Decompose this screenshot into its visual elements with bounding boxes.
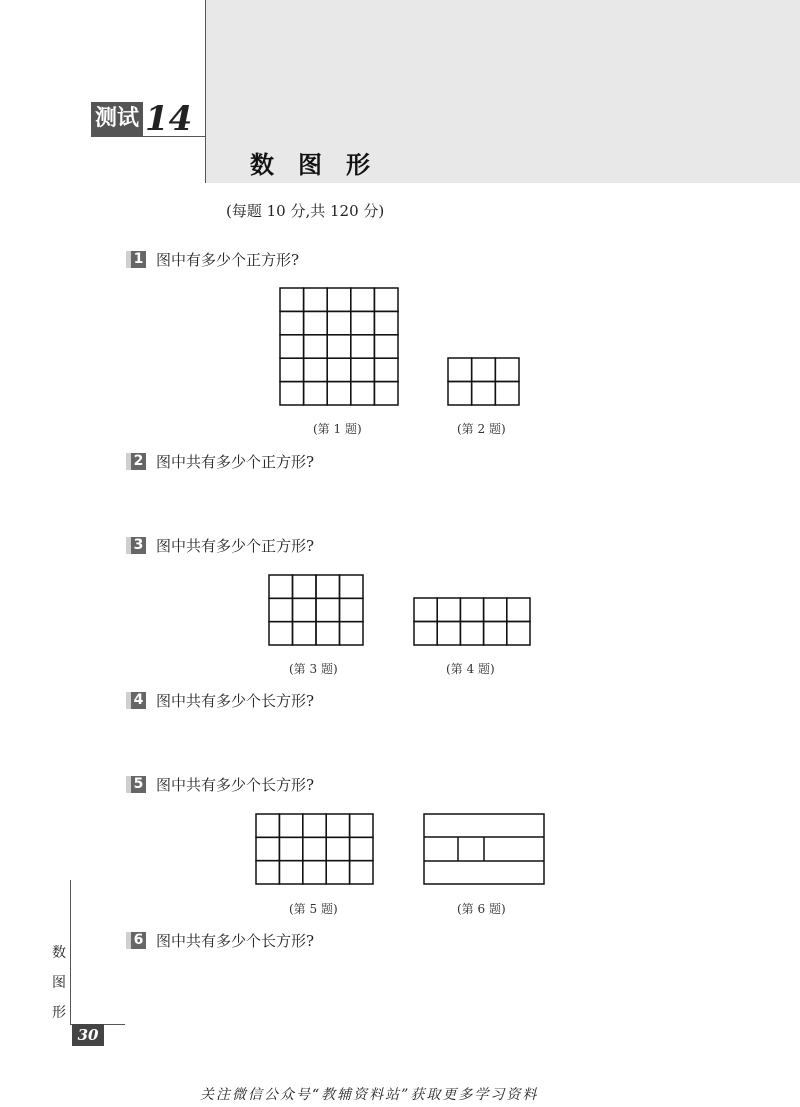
grid-cell [414, 598, 437, 622]
figure-1-grid [280, 288, 398, 405]
question-number-badge: 5 [126, 776, 146, 793]
figure-4-caption: (第 4 题) [446, 662, 495, 676]
grid-cell [280, 358, 304, 381]
grid-cell [327, 288, 351, 311]
grid-cell [303, 861, 326, 884]
figure-2-grid [448, 358, 519, 405]
page-title: 数图形 [250, 151, 394, 179]
question-3 [126, 535, 314, 555]
test-label [91, 99, 193, 139]
grid-cell [279, 837, 302, 860]
grid-cell [507, 598, 530, 622]
grid-cell [316, 575, 340, 598]
grid-cell [448, 382, 472, 406]
question-text: 图中共有多少个正方形? [156, 536, 315, 555]
grid-cell [350, 814, 373, 837]
test-number: 14 [145, 99, 193, 139]
question-1 [126, 249, 299, 269]
grid-cell [279, 814, 302, 837]
grid-cell [326, 814, 349, 837]
figure-3-grid [269, 575, 363, 645]
grid-cell [351, 311, 375, 334]
grid-cell [280, 311, 304, 334]
question-number-badge: 6 [126, 932, 146, 949]
test-label-text: 测试 [91, 102, 143, 136]
figure-3-caption: (第 3 题) [289, 662, 338, 676]
grid-cell [269, 622, 293, 645]
grid-cell [327, 335, 351, 358]
grid-cell [374, 288, 398, 311]
grid-cell [293, 575, 317, 598]
question-text: 图中共有多少个长方形? [156, 691, 315, 710]
grid-cell [351, 335, 375, 358]
grid-cell [495, 358, 519, 382]
grid-cell [460, 598, 483, 622]
header-rule [91, 136, 205, 137]
question-number-badge: 3 [126, 537, 146, 554]
grid-cell [293, 598, 317, 621]
grid-cell [256, 861, 279, 884]
figure-6-diagram [424, 814, 544, 884]
question-number-badge: 4 [126, 692, 146, 709]
grid-cell [304, 382, 328, 405]
grid-cell [304, 311, 328, 334]
grid-cell [351, 382, 375, 405]
grid-cell [351, 288, 375, 311]
grid-cell [340, 575, 364, 598]
grid-cell [303, 814, 326, 837]
grid-cell [280, 382, 304, 405]
figure-6-caption: (第 6 题) [457, 902, 506, 916]
grid-cell [340, 622, 364, 645]
grid-cell [269, 598, 293, 621]
side-char: 数 [52, 945, 66, 961]
question-text: 图中共有多少个正方形? [156, 452, 315, 471]
figure-4-grid [414, 598, 530, 645]
grid-cell [484, 598, 507, 622]
question-number-badge: 1 [126, 251, 146, 268]
grid-cell [472, 382, 496, 406]
footer-note: 关注微信公众号“教辅资料站”获取更多学习资料 [200, 1087, 539, 1103]
grid-cell [460, 622, 483, 646]
grid-cell [293, 622, 317, 645]
grid-cell [351, 358, 375, 381]
grid-cell [350, 861, 373, 884]
grid-cell [374, 382, 398, 405]
grid-cell [437, 598, 460, 622]
question-text: 图中共有多少个长方形? [156, 775, 315, 794]
figure-5-caption: (第 5 题) [289, 902, 338, 916]
question-number-badge: 2 [126, 453, 146, 470]
question-4 [126, 690, 314, 710]
grid-cell [256, 837, 279, 860]
question-5 [126, 774, 314, 794]
figure-1-caption: (第 1 题) [313, 422, 362, 436]
figure-5-grid [256, 814, 373, 884]
page-number: 30 [72, 1024, 104, 1046]
grid-cell [374, 358, 398, 381]
question-2 [126, 451, 314, 471]
grid-cell [327, 382, 351, 405]
grid-cell [507, 622, 530, 646]
grid-cell [304, 288, 328, 311]
grid-cell [326, 861, 349, 884]
question-text: 图中共有多少个长方形? [156, 931, 315, 950]
grid-cell [495, 382, 519, 406]
score-note: (每题 10 分,共 120 分) [226, 202, 385, 220]
grid-cell [472, 358, 496, 382]
grid-cell [280, 335, 304, 358]
grid-cell [280, 288, 304, 311]
side-char: 形 [52, 1005, 66, 1021]
grid-cell [374, 335, 398, 358]
figure-2-caption: (第 2 题) [457, 422, 506, 436]
grid-cell [316, 622, 340, 645]
grid-cell [279, 861, 302, 884]
grid-cell [350, 837, 373, 860]
grid-cell [414, 622, 437, 646]
grid-cell [304, 358, 328, 381]
grid-cell [304, 335, 328, 358]
side-margin-line [70, 880, 71, 1025]
grid-cell [326, 837, 349, 860]
grid-cell [340, 598, 364, 621]
grid-cell [256, 814, 279, 837]
grid-cell [374, 311, 398, 334]
grid-cell [269, 575, 293, 598]
grid-cell [327, 311, 351, 334]
grid-cell [448, 358, 472, 382]
grid-cell [303, 837, 326, 860]
question-text: 图中有多少个正方形? [156, 250, 300, 269]
grid-cell [484, 622, 507, 646]
question-6 [126, 930, 314, 950]
grid-cell [437, 622, 460, 646]
grid-cell [327, 358, 351, 381]
grid-cell [316, 598, 340, 621]
side-char: 图 [52, 975, 66, 991]
